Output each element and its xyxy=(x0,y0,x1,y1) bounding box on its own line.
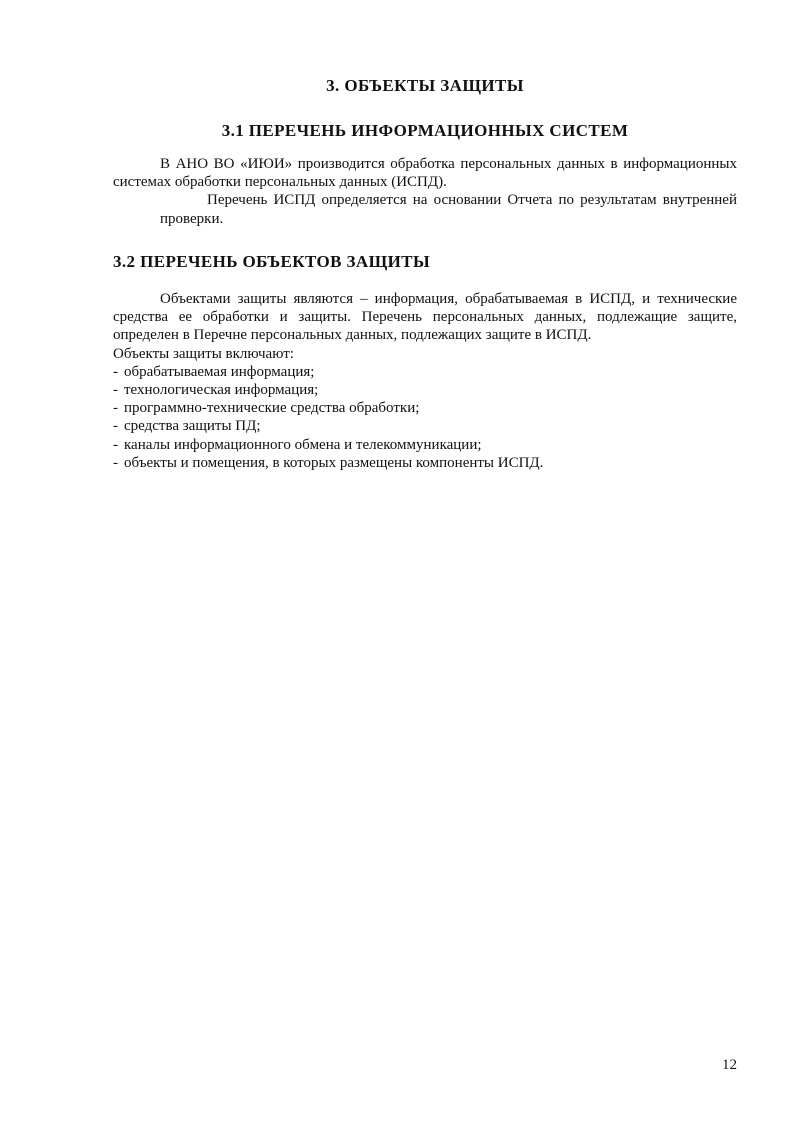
list-intro: Объекты защиты включают: xyxy=(113,345,294,362)
dash-bullet: - xyxy=(113,418,118,435)
list-item: - объекты и помещения, в которых размещены компоненты ИСПД. xyxy=(113,454,544,471)
subsection-3-1-body xyxy=(113,155,737,228)
list-item: - технологическая информация; xyxy=(113,382,319,399)
dash-bullet: - xyxy=(113,363,118,380)
subsection-3-1-paragraph-2: Перечень ИСПД определяется на основании Отчета по результатам внутренней проверки. xyxy=(160,192,737,227)
dash-bullet: - xyxy=(113,454,118,471)
section-title: 3. ОБЪЕКТЫ ЗАЩИТЫ xyxy=(326,76,524,95)
subsection-3-2-title: 3.2 ПЕРЕЧЕНЬ ОБЪЕКТОВ ЗАЩИТЫ xyxy=(113,252,431,271)
list-item: - каналы информационного обмена и телекоммуникации; xyxy=(113,436,482,453)
dash-bullet: - xyxy=(113,400,118,417)
subsection-3-1-paragraph-1: В АНО ВО «ИЮИ» производится обработка персональных данных в информационных системах обработки персональных данных (ИСПД). xyxy=(113,156,737,191)
dash-bullet: - xyxy=(113,436,118,453)
list-item: - обрабатываемая информация; xyxy=(113,363,315,380)
subsection-3-2-paragraph-1: Объектами защиты являются – информация, обрабатываемая в ИСПД, и технические средства ее обработки и защиты. Перечень персональных данных, подлежащие защите, определен в Перечне персональных данных, подлежащих защите в ИСПД. xyxy=(113,291,737,344)
protection-objects-list xyxy=(113,363,737,472)
subsection-3-1-title: 3.1 ПЕРЕЧЕНЬ ИНФОРМАЦИОННЫХ СИСТЕМ xyxy=(221,121,629,140)
list-item: - программно-технические средства обработки; xyxy=(113,400,420,417)
page-number: 12 xyxy=(722,1057,737,1073)
subsection-3-2-body xyxy=(113,290,737,472)
list-item: - средства защиты ПД; xyxy=(113,418,261,435)
dash-bullet: - xyxy=(113,382,118,399)
